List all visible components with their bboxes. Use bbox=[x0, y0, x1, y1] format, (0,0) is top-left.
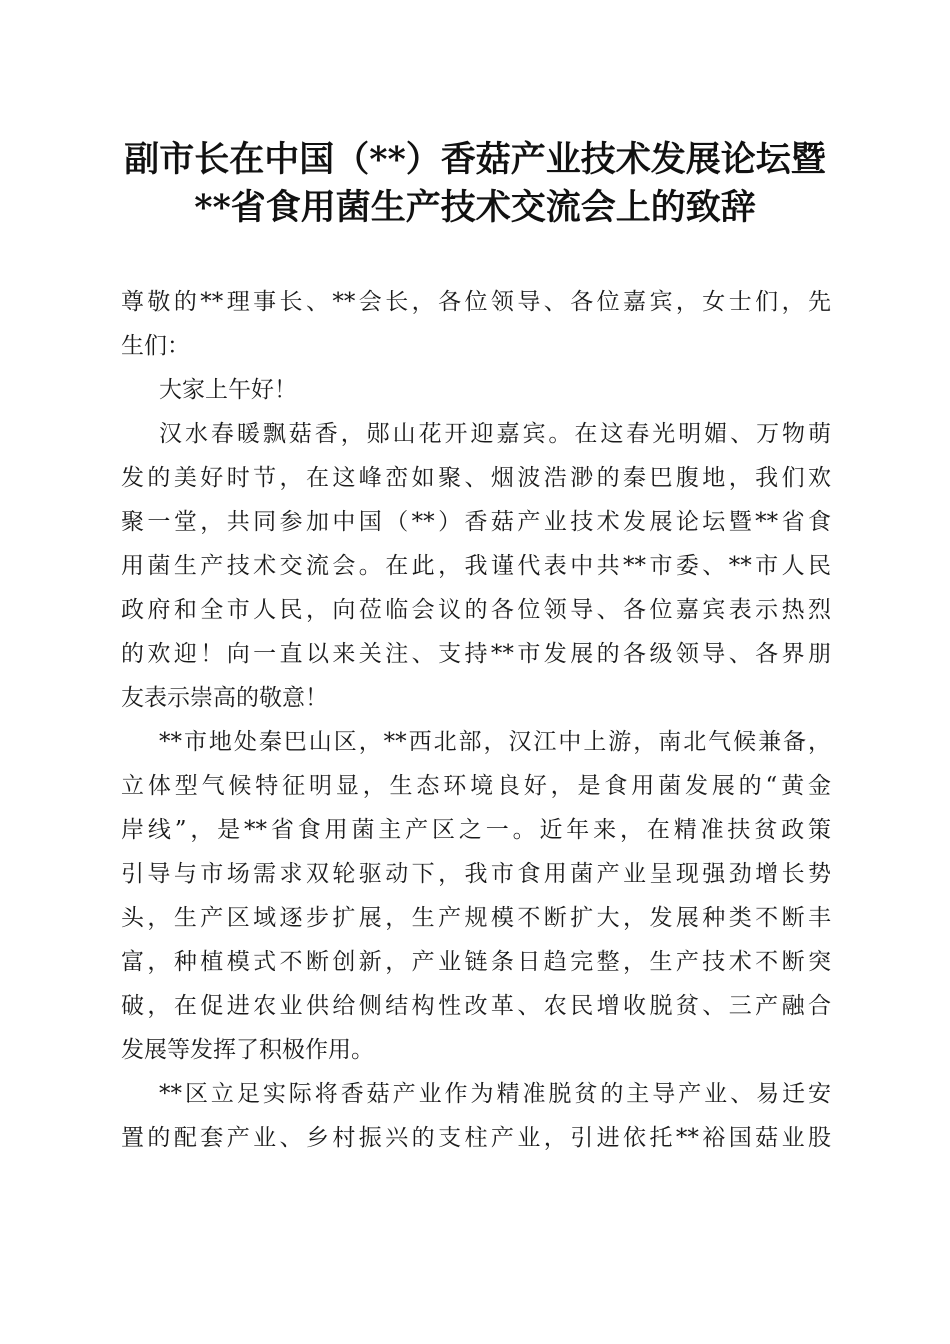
paragraph-line: 引导与市场需求双轮驱动下，我市食用菌产业呈现强劲增长势 bbox=[121, 861, 831, 887]
paragraph-line: 富，种植模式不断创新，产业链条日趋完整，生产技术不断突 bbox=[121, 949, 831, 975]
document-body bbox=[121, 280, 831, 1160]
paragraph-line: **区立足实际将香菇产业作为精准脱贫的主导产业、易迁安 bbox=[159, 1081, 831, 1107]
paragraph-line: 的欢迎！向一直以来关注、支持**市发展的各级领导、各界朋 bbox=[121, 641, 831, 667]
paragraph-line: 发的美好时节，在这峰峦如聚、烟波浩渺的秦巴腹地，我们欢 bbox=[121, 465, 831, 491]
document-title-line-2: **省食用菌生产技术交流会上的致辞 bbox=[194, 187, 756, 228]
paragraph-line: 政府和全市人民，向莅临会议的各位领导、各位嘉宾表示热烈 bbox=[121, 597, 831, 623]
greeting-paragraph bbox=[121, 368, 831, 412]
paragraph-line: 发展等发挥了积极作用。 bbox=[121, 1037, 374, 1063]
document-title-line-1: 副市长在中国（**）香菇产业技术发展论坛暨 bbox=[124, 139, 826, 180]
salutation bbox=[121, 280, 831, 368]
paragraph-line: 汉水春暖飘菇香，郧山花开迎嘉宾。在这春光明媚、万物萌 bbox=[159, 421, 831, 447]
paragraph-district-industry bbox=[121, 1072, 831, 1160]
salutation-line: 尊敬的**理事长、**会长，各位领导、各位嘉宾，女士们，先 bbox=[121, 289, 831, 315]
paragraph-line: 破，在促进农业供给侧结构性改革、农民增收脱贫、三产融合 bbox=[121, 993, 831, 1019]
paragraph-city-overview bbox=[121, 720, 831, 1072]
paragraph-line: 友表示崇高的敬意！ bbox=[121, 685, 328, 711]
paragraph-line: 用菌生产技术交流会。在此，我谨代表中共**市委、**市人民 bbox=[121, 553, 831, 579]
salutation-line: 生们： bbox=[121, 333, 190, 359]
paragraph-line: **市地处秦巴山区，**西北部，汉江中上游，南北气候兼备， bbox=[159, 729, 831, 755]
paragraph-line: 立体型气候特征明显，生态环境良好，是食用菌发展的“黄金 bbox=[121, 773, 831, 799]
greeting: 大家上午好！ bbox=[159, 377, 297, 403]
paragraph-welcome bbox=[121, 412, 831, 720]
paragraph-line: 置的配套产业、乡村振兴的支柱产业，引进依托**裕国菇业股 bbox=[121, 1125, 831, 1151]
paragraph-line: 聚一堂，共同参加中国（**）香菇产业技术发展论坛暨**省食 bbox=[121, 509, 831, 535]
paragraph-line: 头，生产区域逐步扩展，生产规模不断扩大，发展种类不断丰 bbox=[121, 905, 831, 931]
paragraph-line: 岸线”，是**省食用菌主产区之一。近年来，在精准扶贫政策 bbox=[121, 817, 831, 843]
